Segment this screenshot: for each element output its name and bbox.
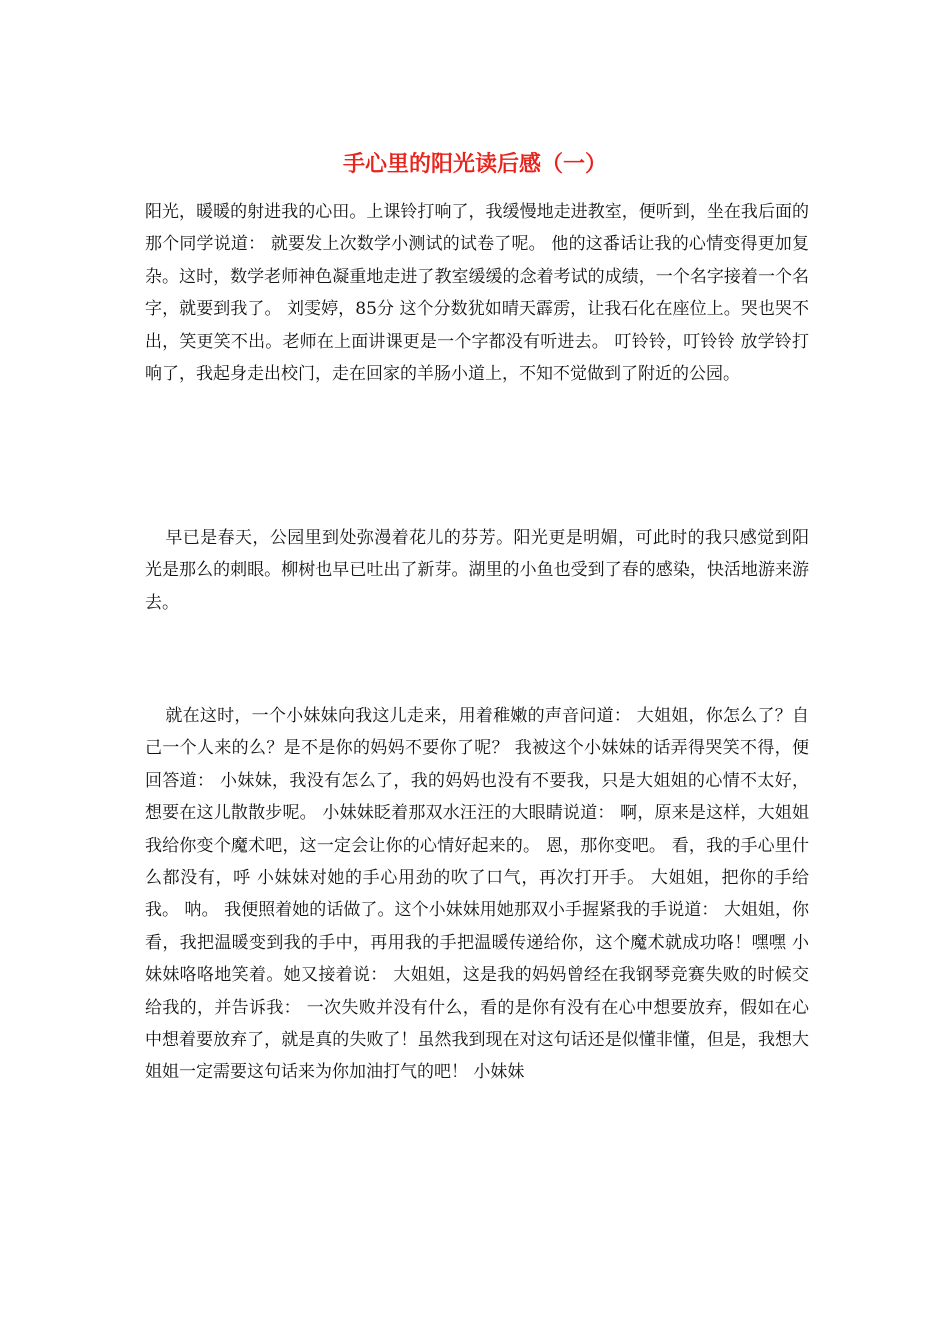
document-title: 手心里的阳光读后感（一） bbox=[342, 152, 607, 177]
paragraph-1: 阳光，暖暖的射进我的心田。上课铃打响了，我缓慢地走进教室，便听到，坐在我后面的那个同学说道： 就要发上次数学小测试的试卷了呢。 他的这番话让我的心情变得更加复杂。这时，数学老师神色凝重地走进了教室缓缓的念着考试的成绩，一个名字接着一个名字，就要到我了。 刘雯婷，85分 这个分数犹如晴天霹雳，让我石化在座位上。哭也哭不出，笑更笑不出。老师在上面讲课更是一个字都没有听进去。 叮铃铃，叮铃铃 放学铃打响了，我起身走出校门，走在回家的羊肠小道上，不知不觉做到了附近的公园。 bbox=[145, 202, 809, 385]
paragraph-3: 就在这时，一个小妹妹向我这儿走来，用着稚嫩的声音问道： 大姐姐，你怎么了？自己一个人来的么？是不是你的妈妈不要你了呢？ 我被这个小妹妹的话弄得哭笑不得，便回答道： 小妹妹，我没有怎么了，我的妈妈也没有不要我，只是大姐姐的心情不太好，想要在这儿散散步呢。 小妹妹眨着那双水汪汪的大眼睛说道： 啊，原来是这样，大姐姐我给你变个魔术吧，这一定会让你的心情好起来的。 恩，那你变吧。 看，我的手心里什么都没有，呼 小妹妹对她的手心用劲的吹了口气，再次打开手。 大姐姐，把你的手给我。 呐。 我便照着她的话做了。这个小妹妹用她那双小手握紧我的手说道： 大姐姐，你看，我把温暖变到我的手中，再用我的手把温暖传递给你，这个魔术就成功咯！嘿嘿 小妹妹咯咯地笑着。她又接着说： 大姐姐，这是我的妈妈曾经在我钢琴竞赛失败的时候交给我的，并告诉我： 一次失败并没有什么，看的是你有没有在心中想要放弃，假如在心中想着要放弃了，就是真的失败了！虽然我到现在对这句话还是似懂非懂，但是，我想大姐姐一定需要这句话来为你加油打气的吧！ 小妹妹 bbox=[145, 706, 809, 1083]
paragraph-2: 早已是春天，公园里到处弥漫着花儿的芬芳。阳光更是明媚，可此时的我只感觉到阳光是那么的刺眼。柳树也早已吐出了新芽。湖里的小鱼也受到了春的感染，快活地游来游去。 bbox=[145, 528, 809, 613]
